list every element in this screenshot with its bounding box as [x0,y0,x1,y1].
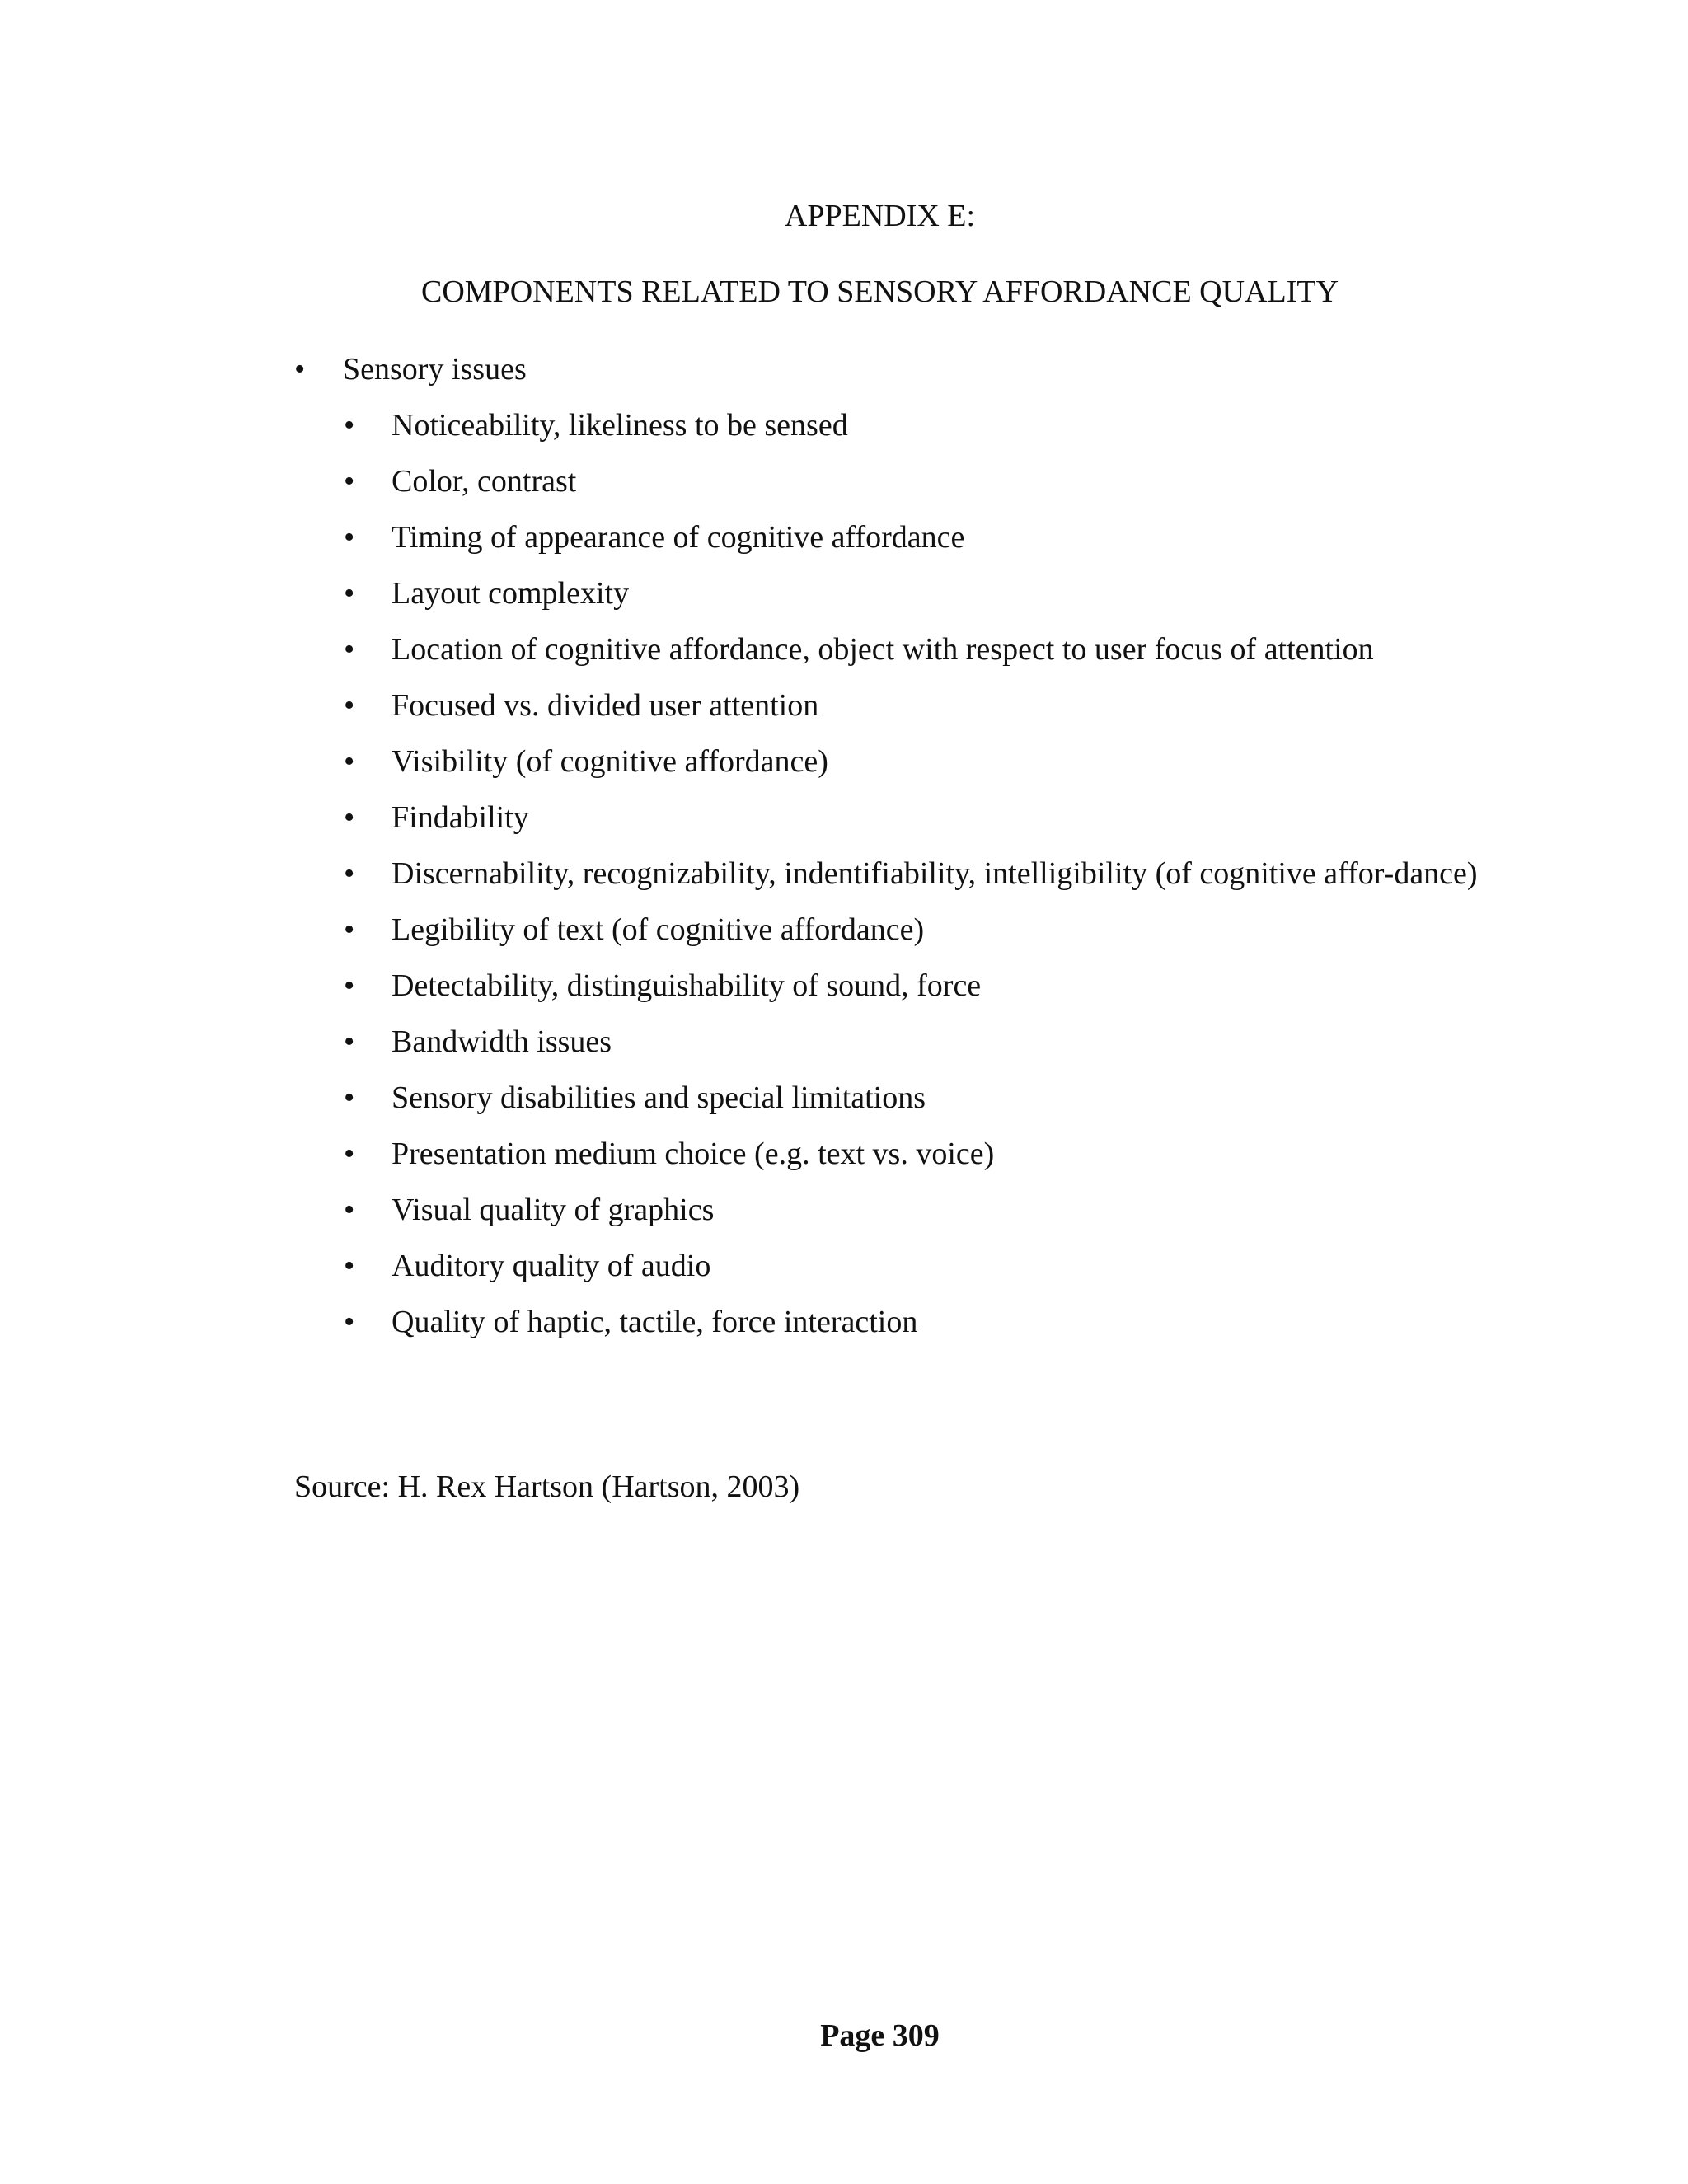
list-item [344,463,1481,499]
list-item-label: Findability [392,800,529,835]
list-item [344,968,1481,1004]
list-item-label: Timing of appearance of cognitive affordance [392,520,965,555]
list-item [344,855,1481,892]
list-item-label: Visual quality of graphics [392,1193,715,1227]
bullet-icon: • [344,1080,355,1115]
list-item-label: Focused vs. divided user attention [392,688,819,723]
list-item-label: Presentation medium choice (e.g. text vs. voice) [392,1137,995,1171]
list-item [344,1136,1481,1172]
section-title: COMPONENTS RELATED TO SENSORY AFFORDANCE QUALITY [420,274,1339,309]
list-item [344,799,1481,836]
bullet-icon: • [294,352,306,387]
components-list [294,351,1481,1340]
list-item-label: Legibility of text (of cognitive affordance) [392,912,925,947]
list-item [344,687,1481,724]
bullet-icon: • [344,856,355,891]
list-item [344,1192,1481,1228]
bullet-icon: • [344,1249,355,1283]
list-item [344,631,1481,668]
list-item-label: Sensory disabilities and special limitations [392,1080,926,1115]
list-item-sensory-issues [294,351,1481,1340]
list-item-label: Color, contrast [392,464,577,499]
bullet-icon: • [344,1193,355,1227]
list-item-label: Auditory quality of audio [392,1249,711,1283]
bullet-icon: • [344,576,355,611]
list-item [344,1024,1481,1060]
list-item [344,743,1481,780]
bullet-icon: • [344,800,355,835]
list-item [344,519,1481,555]
list-item [344,1304,1481,1340]
list-item-label: Layout complexity [392,576,630,611]
bullet-icon: • [344,912,355,947]
bullet-icon: • [344,1305,355,1339]
list-item [344,1248,1481,1284]
list-item-label: Visibility (of cognitive affordance) [392,744,828,779]
bullet-icon: • [344,968,355,1003]
list-item-label: Noticeability, likeliness to be sensed [392,408,848,443]
list-item-label: Discernability, recognizability, indentifiability, intelligibility (of cognitive affor-dance) [392,856,1478,891]
list-item [344,912,1481,948]
bullet-icon: • [344,408,355,443]
bullet-icon: • [344,1137,355,1171]
bullet-icon: • [344,744,355,779]
list-item-label: Location of cognitive affordance, object with respect to user focus of attention [392,632,1374,667]
page-number: Page 309 [820,2018,940,2053]
list-item-label: Quality of haptic, tactile, force interaction [392,1305,918,1339]
sensory-issues-sublist [344,407,1481,1340]
list-item-label: Bandwidth issues [392,1024,612,1059]
list-item [344,407,1481,443]
list-item-label: Sensory issues [343,352,527,387]
bullet-icon: • [344,632,355,667]
bullet-icon: • [344,520,355,555]
list-item [344,1080,1481,1116]
list-item [344,575,1481,612]
source-citation: Source: H. Rex Hartson (Hartson, 2003) [294,1469,800,1504]
bullet-icon: • [344,688,355,723]
bullet-icon: • [344,1024,355,1059]
appendix-title: APPENDIX E: [784,199,976,233]
bullet-icon: • [344,464,355,499]
list-item-label: Detectability, distinguishability of sound, force [392,968,982,1003]
